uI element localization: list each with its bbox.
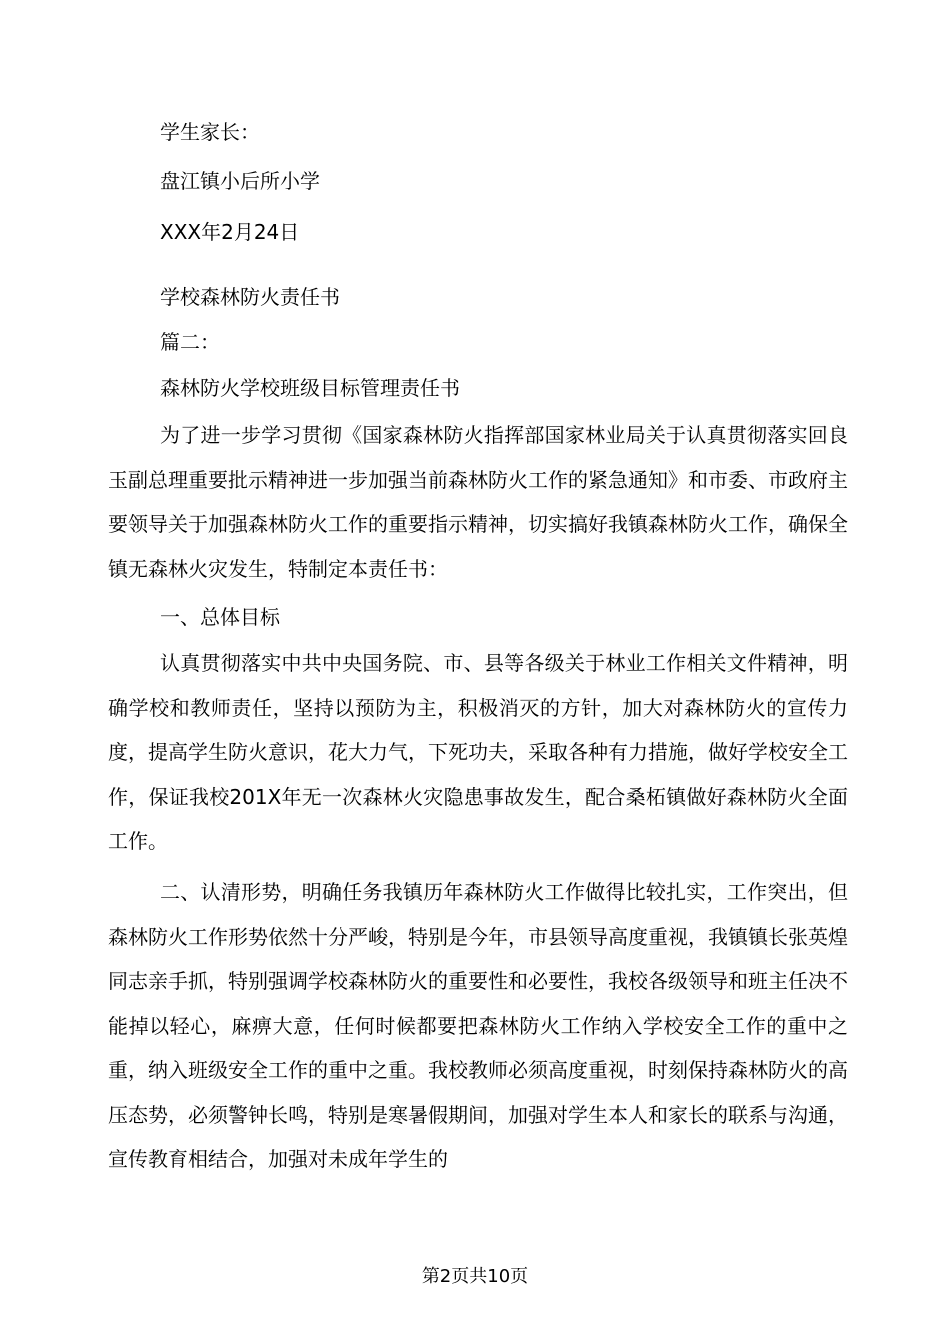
section-title: 学校森林防火责任书 — [160, 285, 340, 309]
goal-paragraph: 认真贯彻落实中共中央国务院、市、县等各级关于林业工作相关文件精神，明确学校和教师责任，坚持以预防为主，积极消灭的方针，加大对森林防火的宣传力度，提高学生防火意识，花大力气，下死功夫，采取各种有力措施，做好学校安全工作，保证我校201X年无一次森林火灾隐患事故发生，配合桑柘镇做好森林防火全面工作。 — [108, 651, 848, 853]
part-label: 篇二： — [160, 330, 220, 354]
section-subtitle: 森林防火学校班级目标管理责任书 — [160, 376, 460, 400]
heading-overall-goal: 一、总体目标 — [160, 605, 280, 629]
situation-paragraph: 二、认清形势，明确任务我镇历年森林防火工作做得比较扎实，工作突出，但森林防火工作形势依然十分严峻，特别是今年，市县领导高度重视，我镇镇长张英煌同志亲手抓，特别强调学校森林防火的重要性和必要性，我校各级领导和班主任决不能掉以轻心，麻痹大意，任何时候都要把森林防火工作纳入学校安全工作的重中之重，纳入班级安全工作的重中之重。我校教师必须高度重视，时刻保持森林防火的高压态势，必须警钟长鸣，特别是寒暑假期间，加强对学生本人和家长的联系与沟通，宣传教育相结合，加强对未成年学生的 — [108, 880, 848, 1171]
page-number: 第2页共10页 — [421, 1266, 529, 1287]
parent-label: 学生家长： — [160, 120, 260, 144]
intro-paragraph: 为了进一步学习贯彻《国家森林防火指挥部国家林业局关于认真贯彻落实回良玉副总理重要批示精神进一步加强当前森林防火工作的紧急通知》和市委、市政府主要领导关于加强森林防火工作的重要指示精神，切实搞好我镇森林防火工作，确保全镇无森林火灾发生，特制定本责任书： — [108, 423, 848, 581]
school-name: 盘江镇小后所小学 — [160, 169, 320, 193]
document-date: XXX年2月24日 — [160, 220, 300, 244]
